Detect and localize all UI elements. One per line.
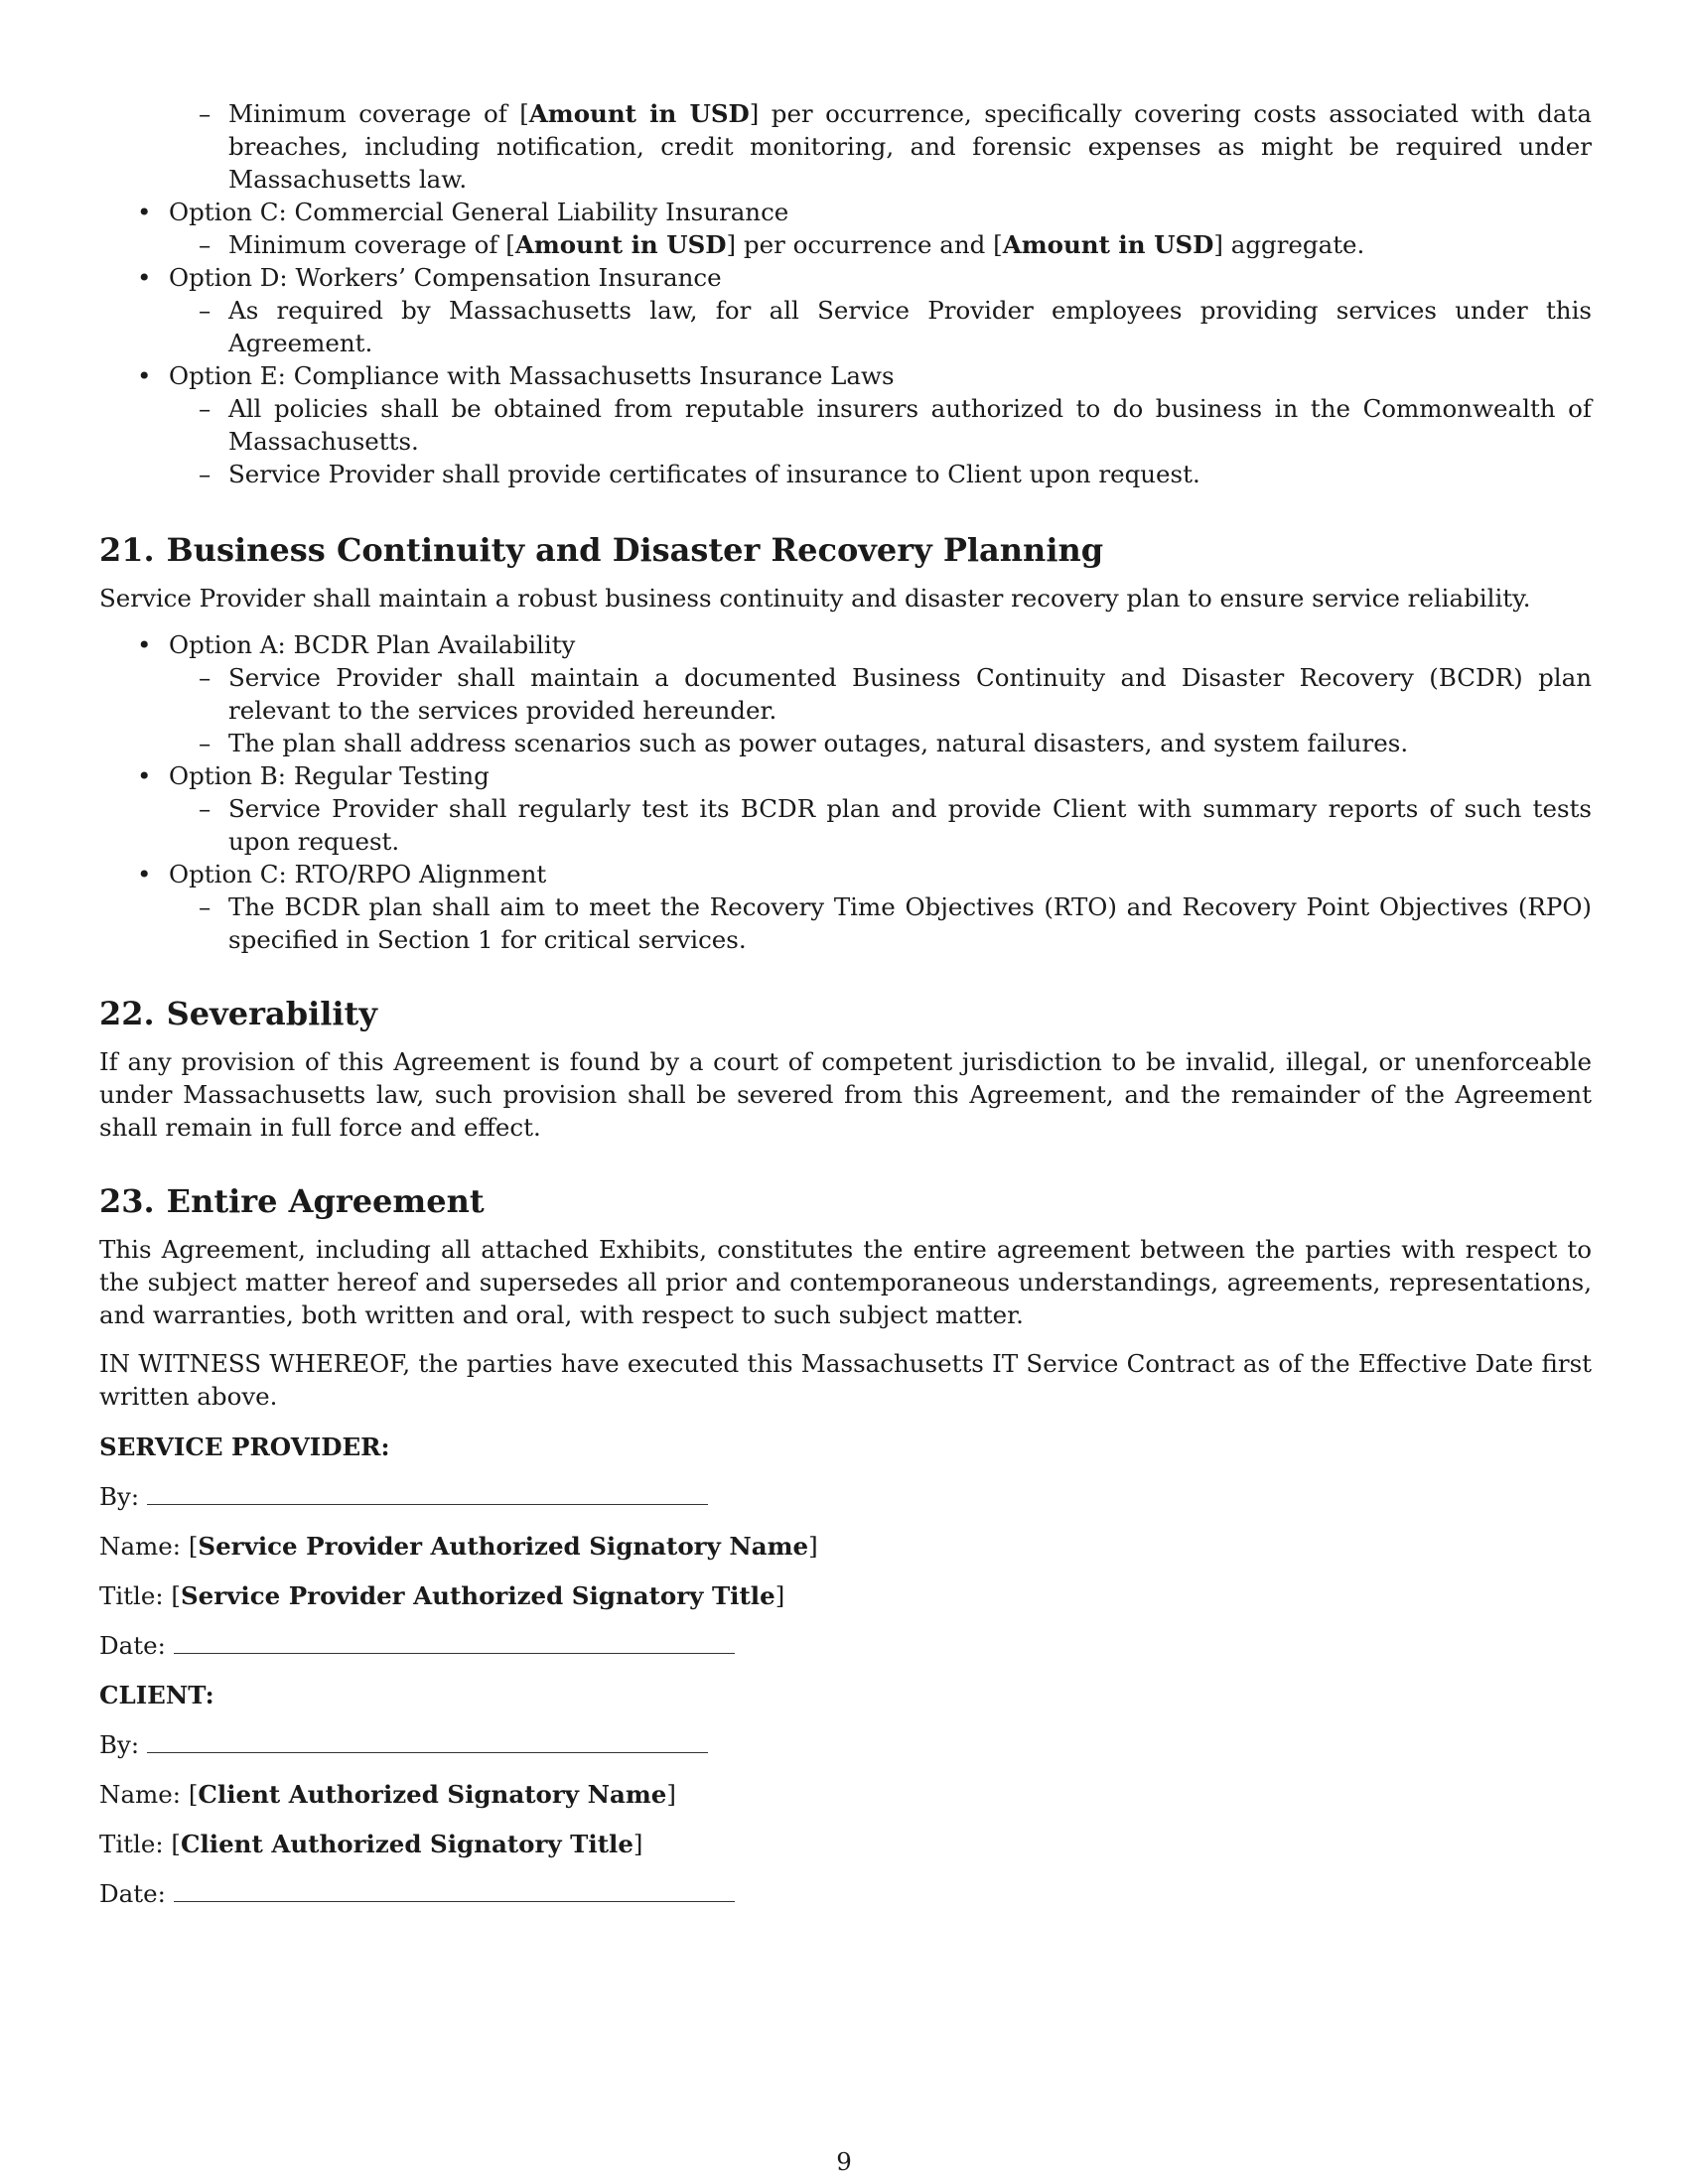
list-item: – Service Provider shall regularly test its BCDR plan and provide Client with summary reports of such tests upon request. [199, 794, 1592, 856]
client-signature-line[interactable] [147, 1730, 708, 1753]
insurance-options-list [99, 196, 1592, 490]
option-e-insurance: • Option E: Compliance with Massachusetts Insurance Laws – All policies shall be obtained from reputable insurers authorized to do business in the Commonwealth of Massachusetts. – Service Provider shall provide certificates of insurance to Client upon request. [137, 361, 1592, 488]
section-22-heading: 22. Severability [99, 995, 377, 1032]
witness-clause: IN WITNESS WHEREOF, the parties have executed this Massachusetts IT Service Contract as of the Effective Date first written above. [99, 1349, 1592, 1411]
list-item: – The plan shall address scenarios such as power outages, natural disasters, and system failures. [199, 729, 1409, 757]
placeholder-amount: Amount in USD [1002, 230, 1214, 259]
client-name-placeholder: Client Authorized Signatory Name [198, 1780, 667, 1809]
client-heading: CLIENT: [99, 1681, 214, 1709]
list-item: – All policies shall be obtained from reputable insurers authorized to do business in the Commonwealth of Massachusetts. [199, 394, 1592, 456]
signature-block-client: CLIENT: By: Name: [Client Authorized Signatory Name] Title: [Client Authorized Signatory Title] Date: [99, 1679, 1592, 1910]
list-item: – The BCDR plan shall aim to meet the Recovery Time Objectives (RTO) and Recovery Point Objectives (RPO) specified in Section 1 for critical services. [199, 892, 1592, 954]
section-23-body: This Agreement, including all attached Exhibits, constitutes the entire agreement between the parties with respect to the subject matter hereof and supersedes all prior and contemporaneous understandings, agreements, representations, and warranties, both written and oral, with respect to such subject matter. [99, 1235, 1592, 1329]
option-d-insurance: • Option D: Workers’ Compensation Insurance – As required by Massachusetts law, for all Service Provider employees providing services under this Agreement. [137, 263, 1592, 357]
list-item: – Service Provider shall maintain a documented Business Continuity and Disaster Recovery (BCDR) plan relevant to the services provided hereunder. [199, 663, 1592, 725]
option-label: Option C: Commercial General Liability Insurance [169, 198, 789, 226]
list-item: – Service Provider shall provide certificates of insurance to Client upon request. [199, 460, 1200, 488]
section-23-heading: 23. Entire Agreement [99, 1182, 485, 1220]
document-page [99, 97, 1592, 1910]
list-item: – As required by Massachusetts law, for all Service Provider employees providing services under this Agreement. [199, 296, 1592, 357]
option-b-bcdr: • Option B: Regular Testing – Service Provider shall regularly test its BCDR plan and provide Client with summary reports of such tests upon request. [137, 761, 1592, 856]
section-21-options [99, 628, 1592, 956]
option-label: Option A: BCDR Plan Availability [169, 630, 576, 659]
provider-signature-line[interactable] [147, 1482, 708, 1505]
provider-heading: SERVICE PROVIDER: [99, 1433, 390, 1461]
page-number: 9 [836, 2147, 852, 2176]
placeholder-amount: Amount in USD [528, 99, 750, 128]
option-label: Option B: Regular Testing [169, 761, 490, 790]
list-item: – Minimum coverage of [Amount in USD] per occurrence and [Amount in USD] aggregate. [199, 230, 1365, 259]
section-21-intro: Service Provider shall maintain a robust business continuity and disaster recovery plan to ensure service reliability. [99, 584, 1531, 613]
dash-marker: – [199, 99, 211, 128]
bullet-marker: • [137, 198, 152, 226]
option-c-bcdr: • Option C: RTO/RPO Alignment – The BCDR plan shall aim to meet the Recovery Time Objectives (RTO) and Recovery Point Objectives (RPO) specified in Section 1 for critical services. [137, 860, 1592, 954]
placeholder-amount: Amount in USD [514, 230, 727, 259]
client-date-line[interactable] [174, 1879, 735, 1902]
insurance-lead-list [199, 97, 1592, 196]
list-item: – Minimum coverage of [Amount in USD] per occurrence, specifically covering costs associated with data breaches, including notification, credit monitoring, and forensic expenses as might be required under Massachusetts law. [199, 99, 1592, 194]
provider-title-placeholder: Service Provider Authorized Signatory Title [180, 1581, 775, 1610]
option-label: Option E: Compliance with Massachusetts Insurance Laws [169, 361, 895, 390]
section-22-body: If any provision of this Agreement is found by a court of competent jurisdiction to be invalid, illegal, or unenforceable under Massachusetts law, such provision shall be severed from this Agreement, and the remainder of the Agreement shall remain in full force and effect. [99, 1047, 1592, 1142]
client-title-placeholder: Client Authorized Signatory Title [180, 1830, 633, 1858]
provider-date-line[interactable] [174, 1631, 735, 1654]
option-label: Option D: Workers’ Compensation Insurance [169, 263, 722, 292]
option-label: Option C: RTO/RPO Alignment [169, 860, 547, 888]
signature-block-provider: SERVICE PROVIDER: By: Name: [Service Provider Authorized Signatory Name] Title: [Service Provider Authorized Signatory Title] Date: [99, 1431, 1592, 1662]
provider-name-placeholder: Service Provider Authorized Signatory Name [198, 1532, 809, 1561]
section-21-heading: 21. Business Continuity and Disaster Recovery Planning [99, 531, 1104, 569]
option-c-insurance [99, 196, 1592, 261]
option-a-bcdr: • Option A: BCDR Plan Availability – Service Provider shall maintain a documented Business Continuity and Disaster Recovery (BCDR) plan relevant to the services provided hereunder. – The plan shall address scenarios such as power outages, natural disasters, and system failures. [137, 630, 1592, 757]
